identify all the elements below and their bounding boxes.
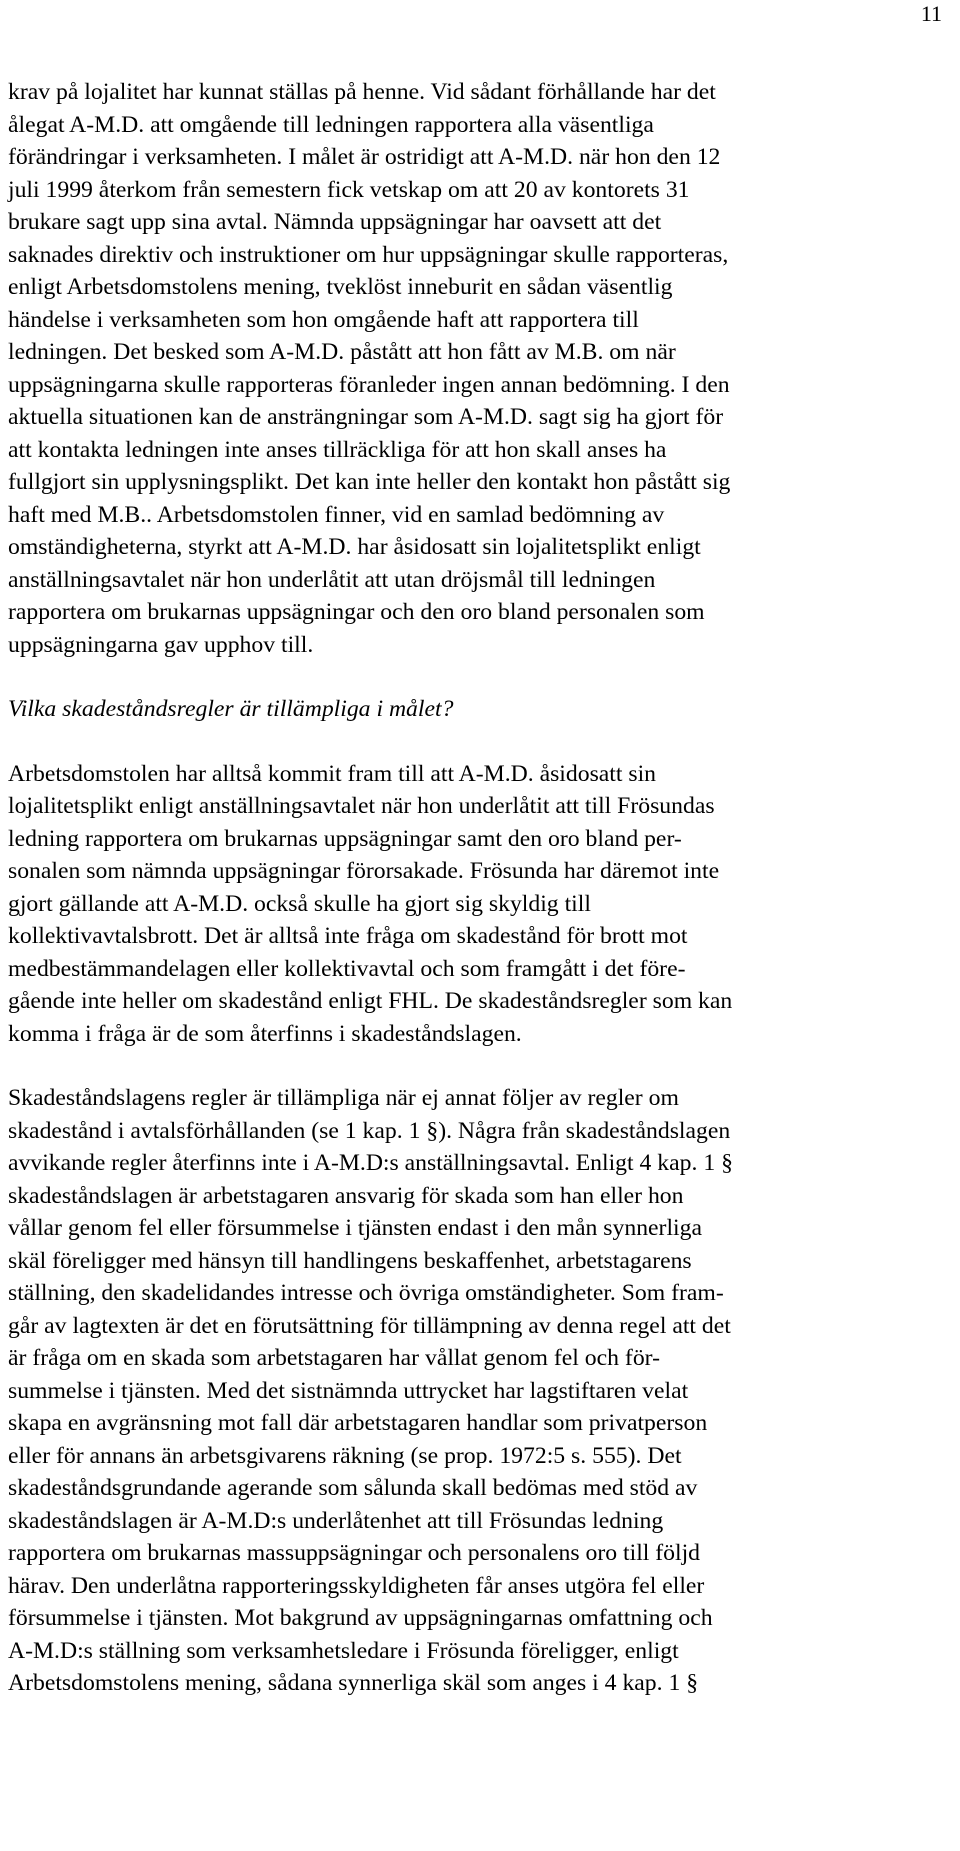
text-line: skadeståndsgrundande agerande som sålunda skall bedömas med stöd av [8, 1475, 698, 1501]
text-line: A-M.D:s ställning som verksamhetsledare i Frösunda föreligger, enligt [8, 1637, 679, 1664]
text-line: lojalitetsplikt enligt anställningsavtalet när hon underlåtit att till Frösundas [8, 793, 715, 819]
text-line: försummelse i tjänsten. Mot bakgrund av uppsägningarnas omfattning och [8, 1605, 713, 1631]
text-line: medbestämmandelagen eller kollektivavtal och som framgått i det före- [8, 955, 686, 982]
text-line: härav. Den underlåtna rapporteringsskyldigheten får anses utgöra fel eller [8, 1572, 705, 1599]
text-line: haft med M.B.. Arbetsdomstolen finner, vid en samlad bedömning av [8, 501, 665, 528]
text-line: juli 1999 återkom från semestern fick vetskap om att 20 av kontorets 31 [8, 176, 690, 203]
text-line: uppsägningarna gav upphov till. [8, 631, 314, 658]
document-body [8, 76, 948, 1700]
text-line: rapportera om brukarnas uppsägningar och den oro bland personalen som [8, 599, 705, 625]
text-line: brukare sagt upp sina avtal. Nämnda uppsägningar har oavsett att det [8, 209, 662, 235]
text-line: skapa en avgränsning mot fall där arbetstagaren handlar som privatperson [8, 1410, 708, 1436]
text-line: går av lagtexten är det en förutsättning för tillämpning av denna regel att det [8, 1312, 731, 1339]
text-line: Arbetsdomstolen har alltså kommit fram till att A-M.D. åsidosatt sin [8, 760, 657, 787]
paragraph-arbetsdomstolen [8, 758, 948, 1051]
text-line: skadeståndslagen är A-M.D:s underlåtenhet att till Frösundas ledning [8, 1507, 664, 1534]
text-line: fullgjort sin upplysningsplikt. Det kan inte heller den kontakt hon påstått sig [8, 469, 731, 495]
text-line: uppsägningarna skulle rapporteras föranleder ingen annan bedömning. I den [8, 371, 730, 398]
page-number: 11 [920, 1, 942, 26]
text-line: skäl föreligger med hänsyn till handlingens beskaffenhet, arbetstagarens [8, 1247, 692, 1274]
text-line: Arbetsdomstolens mening, sådana synnerliga skäl som anges i 4 kap. 1 § [8, 1670, 699, 1696]
text-line: avvikande regler återfinns inte i A-M.D:s anställningsavtal. Enligt 4 kap. 1 § [8, 1150, 733, 1176]
text-line: krav på lojalitet har kunnat ställas på henne. Vid sådant förhållande har det [8, 79, 716, 105]
text-line: ledningen. Det besked som A-M.D. påstått att hon fått av M.B. om när [8, 339, 676, 365]
text-line: saknades direktiv och instruktioner om hur uppsägningar skulle rapporteras, [8, 241, 729, 268]
text-line: att kontakta ledningen inte anses tillräckliga för att hon skall anses ha [8, 436, 667, 463]
text-line: eller för annans än arbetsgivarens räkning (se prop. 1972:5 s. 555). Det [8, 1442, 682, 1469]
text-line: skadestånd i avtalsförhållanden (se 1 kap. 1 §). Några från skadeståndslagen [8, 1117, 731, 1144]
paragraph-spacer [8, 726, 948, 758]
paragraph-skadestandslagen [8, 1082, 948, 1700]
text-line: rapportera om brukarnas massuppsägningar och personalens oro till följd [8, 1540, 701, 1566]
text-line: sonalen som nämnda uppsägningar förorsakade. Frösunda har däremot inte [8, 858, 720, 884]
text-line: Skadeståndslagens regler är tillämpliga när ej annat följer av regler om [8, 1085, 679, 1111]
text-line: aktuella situationen kan de ansträngningar som A-M.D. sagt sig ha gjort för [8, 404, 724, 430]
text-line: enligt Arbetsdomstolens mening, tveklöst inneburit en sådan väsentlig [8, 274, 673, 300]
paragraph-spacer [8, 1050, 948, 1082]
text-line: skadeståndslagen är arbetstagaren ansvarig för skada som han eller hon [8, 1182, 684, 1209]
text-line: ledning rapportera om brukarnas uppsägningar samt den oro bland per- [8, 825, 682, 852]
text-line: komma i fråga är de som återfinns i skadeståndslagen. [8, 1020, 522, 1047]
text-line: ställning, den skadelidandes intresse och övriga omständigheter. Som fram- [8, 1280, 724, 1306]
text-line: gående inte heller om skadestånd enligt FHL. De skadeståndsregler som kan [8, 988, 733, 1014]
paragraph-spacer [8, 661, 948, 693]
text-line: ålegat A-M.D. att omgående till ledningen rapportera alla väsentliga [8, 111, 654, 138]
text-line: förändringar i verksamheten. I målet är ostridigt att A-M.D. när hon den 12 [8, 144, 721, 170]
text-line: kollektivavtalsbrott. Det är alltså inte fråga om skadestånd för brott mot [8, 923, 688, 949]
section-heading: Vilka skadeståndsregler är tillämpliga i målet? [8, 696, 454, 722]
text-line: omständigheterna, styrkt att A-M.D. har åsidosatt sin lojalitetsplikt enligt [8, 534, 701, 560]
text-line: vållar genom fel eller försummelse i tjänsten endast i den mån synnerliga [8, 1215, 702, 1241]
text-line: summelse i tjänsten. Med det sistnämnda uttrycket har lagstiftaren velat [8, 1377, 689, 1404]
text-line: händelse i verksamheten som hon omgående haft att rapportera till [8, 306, 639, 333]
paragraph-lojalitet [8, 76, 948, 661]
text-line: anställningsavtalet när hon underlåtit att utan dröjsmål till ledningen [8, 566, 656, 593]
text-line: är fråga om en skada som arbetstagaren har vållat genom fel och för- [8, 1345, 660, 1371]
text-line: gjort gällande att A-M.D. också skulle ha gjort sig skyldig till [8, 890, 591, 917]
